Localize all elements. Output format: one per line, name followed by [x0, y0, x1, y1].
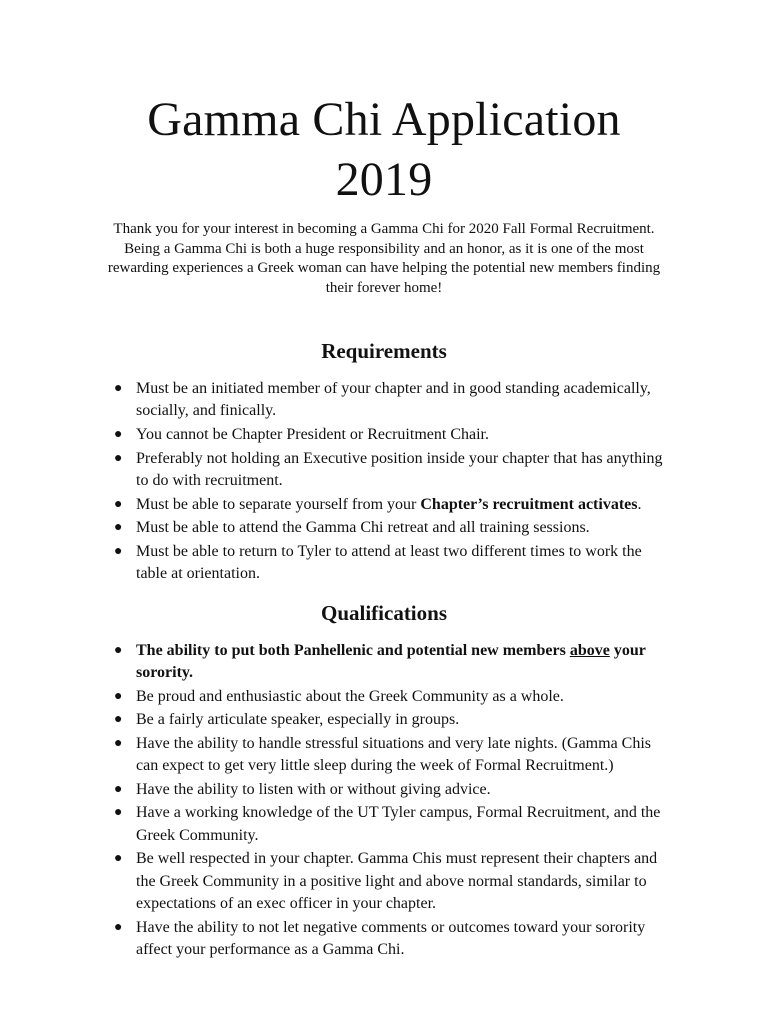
- bullet-icon: ●: [114, 520, 123, 536]
- bullet-icon: ●: [114, 496, 123, 512]
- bullet-icon: ●: [114, 712, 123, 728]
- list-item: [100, 802, 668, 847]
- list-item-text-post: .: [637, 495, 642, 513]
- list-item: [100, 640, 668, 685]
- list-item: [100, 709, 668, 731]
- list-item-text: Be a fairly articulate speaker, especially in groups.: [136, 711, 460, 729]
- list-item-text: Must be an initiated member of your chapter and in good standing academically, socially, and finically.: [136, 380, 651, 420]
- intro-paragraph: Thank you for your interest in becoming a Gamma Chi for 2020 Fall Formal Recruitment. Being a Gamma Chi is both a huge responsibility and an honor, as it is one of the most rewarding experiences a Greek woman can have helping the potential new members finding their forever home!: [107, 221, 661, 296]
- list-item: [100, 686, 668, 708]
- list-item-text: Have the ability to listen with or without giving advice.: [136, 780, 491, 798]
- list-item-text-emphasis: Chapter’s recruitment activates: [420, 495, 638, 513]
- list-item: [100, 848, 668, 915]
- bullet-icon: ●: [114, 450, 123, 466]
- list-item: [100, 448, 668, 493]
- bullet-icon: ●: [114, 381, 123, 396]
- list-item-text: Be proud and enthusiastic about the Greek Community as a whole.: [136, 687, 564, 705]
- list-item: [100, 779, 668, 801]
- list-item-text: You cannot be Chapter President or Recruitment Chair.: [136, 426, 489, 443]
- bullet-icon: ●: [114, 919, 123, 935]
- bullet-icon: ●: [114, 851, 123, 867]
- list-item-text-underline: above: [569, 641, 610, 659]
- bullet-icon: ●: [114, 735, 123, 751]
- list-item: [100, 378, 668, 423]
- requirements-heading: Requirements: [321, 339, 447, 363]
- list-item: [100, 733, 668, 778]
- page-title: Gamma Chi Application 2019: [147, 93, 621, 206]
- qualifications-heading: Qualifications: [320, 600, 447, 625]
- bullet-icon: ●: [114, 688, 123, 704]
- list-item: [100, 541, 668, 586]
- list-item: [100, 917, 668, 962]
- list-item: [100, 494, 668, 516]
- qualifications-list: [100, 640, 668, 962]
- list-item-text: Have the ability to handle stressful situations and very late nights. (Gamma Chis can expect to get very little sleep during the week of Formal Recruitment.): [136, 734, 652, 775]
- bullet-icon: ●: [114, 642, 123, 658]
- list-item-text-pre: The ability to put both Panhellenic and potential new members: [136, 641, 570, 659]
- list-item: [100, 424, 668, 446]
- bullet-icon: ●: [114, 543, 123, 559]
- requirements-list: [100, 378, 668, 586]
- list-item-text: Preferably not holding an Executive position inside your chapter that has anything to do with recruitment.: [136, 449, 663, 489]
- list-item-text-pre: Must be able to separate yourself from your: [136, 495, 421, 513]
- list-item-text: Have a working knowledge of the UT Tyler campus, Formal Recruitment, and the Greek Community.: [136, 804, 661, 844]
- list-item-text: Must be able to return to Tyler to attend at least two different times to work the table at orientation.: [136, 542, 642, 583]
- bullet-icon: ●: [114, 805, 123, 821]
- list-item-text: Must be able to attend the Gamma Chi retreat and all training sessions.: [136, 519, 590, 537]
- bullet-icon: ●: [114, 781, 123, 797]
- list-item-text: Have the ability to not let negative comments or outcomes toward your sorority affect your performance as a Gamma Chi.: [136, 918, 646, 959]
- list-item-text: Be well respected in your chapter. Gamma Chis must represent their chapters and the Greek Community in a positive light and above normal standards, similar to expectations of an exec officer in your chapter.: [136, 850, 658, 913]
- bullet-icon: ●: [114, 427, 123, 442]
- list-item: [100, 517, 668, 539]
- list-item-text-post: your sorority.: [136, 641, 646, 681]
